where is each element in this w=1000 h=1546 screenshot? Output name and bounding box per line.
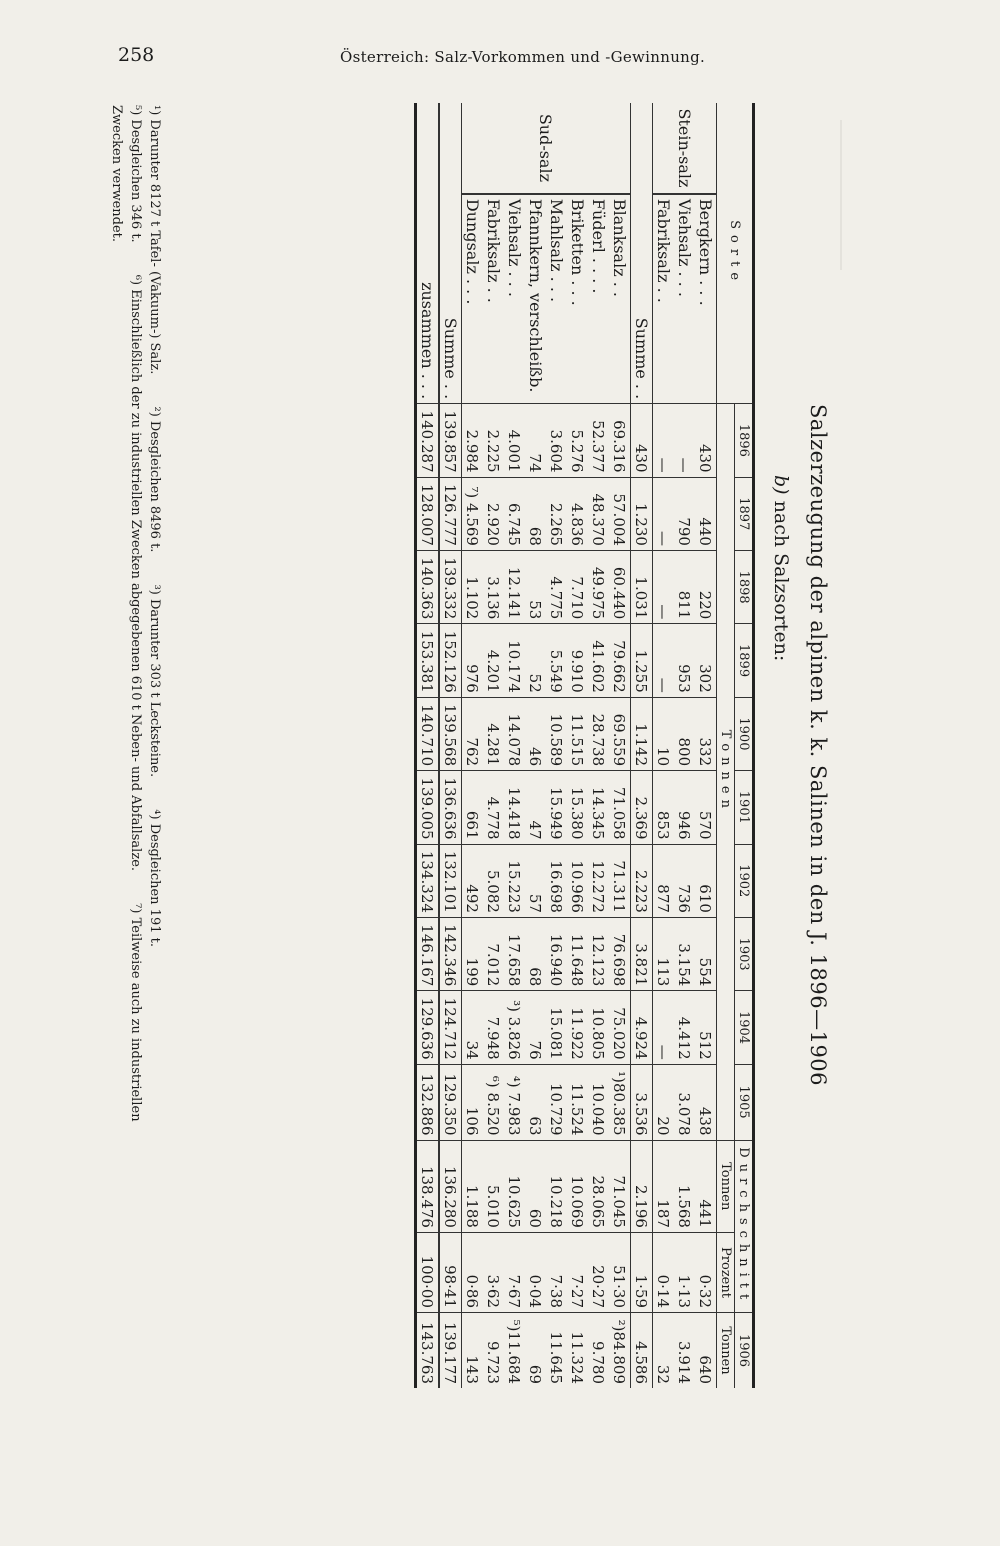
table-cell: 5.082 [483, 844, 504, 917]
table-cell: 976 [462, 624, 484, 697]
footnote-5: ⁵) Desgleichen 346 t. [128, 105, 143, 243]
table-cell: 430 [695, 404, 717, 477]
table-cell: 136.280 [439, 1140, 462, 1232]
header-year-1900: 1900 [735, 697, 754, 770]
table-cell: 554 [695, 917, 717, 990]
table-cell: 16.940 [546, 917, 567, 990]
table-cell: 153.381 [416, 624, 440, 697]
table-cell: 4.412 [674, 991, 695, 1064]
table-cell: 10.805 [588, 991, 609, 1064]
table-cell: 10.218 [546, 1140, 567, 1232]
table-cell: 20·27 [588, 1232, 609, 1312]
table-cell: 9.780 [588, 1313, 609, 1388]
subtitle-text: nach Salzsorten: [770, 500, 792, 662]
table-cell: 146.167 [416, 917, 440, 990]
table-cell: 57 [525, 844, 546, 917]
table-cell: 71.311 [609, 844, 631, 917]
table-cell: 12.141 [504, 550, 525, 623]
table-cell: 98·41 [439, 1232, 462, 1312]
table-cell: — [653, 991, 675, 1064]
table-cell: 76 [525, 991, 546, 1064]
table-cell: 4.924 [631, 991, 653, 1064]
table-cell: 4.281 [483, 697, 504, 770]
table-cell: — [653, 624, 675, 697]
table-cell: ¹)80.385 [609, 1064, 631, 1140]
footnote-4: ⁴) Desgleichen 191 t. [147, 809, 162, 947]
table-cell: 140.710 [416, 697, 440, 770]
footnote-2: ²) Desgleichen 8496 t. [147, 406, 162, 553]
table-cell: 1·59 [631, 1232, 653, 1312]
table-cell: 68 [525, 477, 546, 550]
table-cell: 7.012 [483, 917, 504, 990]
table-cell: 0·32 [695, 1232, 717, 1312]
table-cell: 187 [653, 1140, 675, 1232]
header-year-1903: 1903 [735, 917, 754, 990]
footnotes-line-3 [109, 105, 124, 1375]
header-durchschnitt: Durchschnitt [735, 1140, 754, 1313]
table-cell: 2.920 [483, 477, 504, 550]
table-cell: 4.775 [546, 550, 567, 623]
table-cell: 76.698 [609, 917, 631, 990]
table-cell: 640 [695, 1313, 717, 1388]
row-label: Blanksalz . . [609, 194, 631, 404]
table-cell: 1.031 [631, 550, 653, 623]
table-cell: 15.949 [546, 771, 567, 844]
header-durch-tonnen: Tonnen [717, 1140, 735, 1232]
footnote-7-continued: Zwecken verwendet. [109, 105, 124, 243]
table-cell: 7·67 [504, 1232, 525, 1312]
table-cell: 14.418 [504, 771, 525, 844]
table-cell: 1.142 [631, 697, 653, 770]
header-year-1902: 1902 [735, 844, 754, 917]
row-label: Summe . . [631, 103, 653, 404]
row-label: Bergkern . . . [696, 198, 715, 306]
table-cell: 4.836 [567, 477, 588, 550]
table-cell: 69 [525, 1313, 546, 1388]
table-cell: 15.223 [504, 844, 525, 917]
header-year-1906: 1906 [735, 1313, 754, 1388]
table-cell: 71.045 [609, 1140, 631, 1232]
table-cell: ⁵)11.684 [504, 1313, 525, 1388]
table-cell: 139.177 [439, 1313, 462, 1388]
table-row [653, 103, 675, 1388]
table-title: Salzerzeugung der alpinen k. k. Salinen in den J. 1896—1906 [806, 403, 830, 1087]
table-cell: 124.712 [439, 991, 462, 1064]
footnotes-line-2 [128, 105, 143, 1375]
table-cell: 853 [653, 771, 675, 844]
table-row [588, 103, 609, 1388]
table-cell: 11.524 [567, 1064, 588, 1140]
table-cell: 11.515 [567, 697, 588, 770]
table-cell: 3·62 [483, 1232, 504, 1312]
table-cell: 139.857 [439, 404, 462, 477]
group-steinsalz: Stein-salz [653, 103, 717, 194]
table-cell: 60 [525, 1140, 546, 1232]
table-cell: 49.975 [588, 550, 609, 623]
table-cell: 570 [695, 771, 717, 844]
footnote-6: ⁶) Einschließlich der zu industriellen Zwecken abgegebenen 610 t Neben- und Abfallsalze. [128, 274, 143, 872]
table-cell: 60.440 [609, 550, 631, 623]
table-cell: 1.230 [631, 477, 653, 550]
table-row-zusammen [416, 103, 440, 1388]
table-cell: 800 [674, 697, 695, 770]
table-cell: 138.476 [416, 1140, 440, 1232]
table-cell: 129.350 [439, 1064, 462, 1140]
table-cell: 946 [674, 771, 695, 844]
table-cell: 143.763 [416, 1313, 440, 1388]
row-label: Mahlsalz . . . [547, 198, 566, 303]
header-row-1 [735, 103, 754, 1388]
header-1906-tonnen: Tonnen [717, 1313, 735, 1388]
table-cell: 28.065 [588, 1140, 609, 1232]
table-cell: 4.778 [483, 771, 504, 844]
table-cell: 10.625 [504, 1140, 525, 1232]
table-cell: 52.377 [588, 404, 609, 477]
table-cell: 132.886 [416, 1064, 440, 1140]
table-cell: 441 [695, 1140, 717, 1232]
table-cell: 438 [695, 1064, 717, 1140]
table-cell: 762 [462, 697, 484, 770]
table-cell: 142.346 [439, 917, 462, 990]
page-number: 258 [118, 44, 155, 66]
table-cell: 4.586 [631, 1313, 653, 1388]
table-cell: 69.316 [609, 404, 631, 477]
table-cell: 11.645 [546, 1313, 567, 1388]
table-cell: 3.078 [674, 1064, 695, 1140]
row-label: Pfannkern, verschleißb. [526, 198, 545, 393]
header-year-1896: 1896 [735, 404, 754, 477]
row-label: Fabriksalz . . [654, 198, 673, 303]
table-cell: 811 [674, 550, 695, 623]
table-cell: 128.007 [416, 477, 440, 550]
table-cell: 2.984 [462, 404, 484, 477]
table-cell: 7.710 [567, 550, 588, 623]
table-cell: 139.332 [439, 550, 462, 623]
table-cell: 0·14 [653, 1232, 675, 1312]
row-label: Dungsalz . . . [463, 198, 482, 305]
table-cell: 113 [653, 917, 675, 990]
running-head: Österreich: Salz-Vorkommen und -Gewinnung. [340, 48, 706, 66]
table-row [674, 103, 695, 1388]
table-cell: 28.738 [588, 697, 609, 770]
table-cell: 68 [525, 917, 546, 990]
table-cell: 139.568 [439, 697, 462, 770]
table-cell: 430 [631, 404, 653, 477]
table-cell: 20 [653, 1064, 675, 1140]
table-cell: 15.081 [546, 991, 567, 1064]
table-cell: 332 [695, 697, 717, 770]
table-cell: 512 [695, 991, 717, 1064]
group-sudsalz: Sud-salz [462, 103, 631, 194]
header-year-1898: 1898 [735, 550, 754, 623]
row-label: Summe . . [439, 103, 462, 404]
table-cell: 7.948 [483, 991, 504, 1064]
table-cell: 1.568 [674, 1140, 695, 1232]
table-cell: 492 [462, 844, 484, 917]
table-cell: 100·00 [416, 1232, 440, 1312]
row-label: Viehsalz . . . [505, 198, 524, 297]
table-row [504, 103, 525, 1388]
table-cell: 1.255 [631, 624, 653, 697]
table-cell: ⁴) 7.983 [504, 1064, 525, 1140]
table-cell: 4.001 [504, 404, 525, 477]
table-cell: 11.324 [567, 1313, 588, 1388]
table-cell: 132.101 [439, 844, 462, 917]
table-cell: 10.069 [567, 1140, 588, 1232]
table-cell: 877 [653, 844, 675, 917]
table-cell: 7·27 [567, 1232, 588, 1312]
table-cell: 0·04 [525, 1232, 546, 1312]
table-cell: 2.223 [631, 844, 653, 917]
table-cell: 71.058 [609, 771, 631, 844]
table-cell: — [674, 404, 695, 477]
table-subtitle [770, 475, 792, 661]
table-cell: 220 [695, 550, 717, 623]
row-label: zusammen . . . [416, 103, 440, 404]
table-cell: 16.698 [546, 844, 567, 917]
table-cell: 4.201 [483, 624, 504, 697]
table-cell: 661 [462, 771, 484, 844]
table-cell: 14.078 [504, 697, 525, 770]
header-year-1897: 1897 [735, 477, 754, 550]
table-cell: 140.287 [416, 404, 440, 477]
table-cell: 14.345 [588, 771, 609, 844]
header-tonnen-span: Tonnen [717, 404, 735, 1140]
table-cell: ⁶) 8.520 [483, 1064, 504, 1140]
table-cell: 152.126 [439, 624, 462, 697]
table-cell: 32 [653, 1313, 675, 1388]
table-cell: 34 [462, 991, 484, 1064]
table-cell: 74 [525, 404, 546, 477]
table-cell: 126.777 [439, 477, 462, 550]
table-cell: 139.005 [416, 771, 440, 844]
table-row [695, 103, 717, 1388]
table-cell: 2.369 [631, 771, 653, 844]
row-label: Füderl . . . . [589, 198, 608, 294]
table-cell: 52 [525, 624, 546, 697]
table-cell: 11.648 [567, 917, 588, 990]
bleed-through-text [840, 120, 962, 270]
table-row [546, 103, 567, 1388]
table-cell: 10.040 [588, 1064, 609, 1140]
table-cell: 41.602 [588, 624, 609, 697]
table-cell: 0·86 [462, 1232, 484, 1312]
table-cell: 1.102 [462, 550, 484, 623]
table-cell: 63 [525, 1064, 546, 1140]
table-cell: 9.910 [567, 624, 588, 697]
table-cell: 1·13 [674, 1232, 695, 1312]
table-row [525, 103, 546, 1388]
table-cell: 106 [462, 1064, 484, 1140]
table-cell: 51·30 [609, 1232, 631, 1312]
table-cell: 5.010 [483, 1140, 504, 1232]
table-cell: 134.324 [416, 844, 440, 917]
table-cell: 15.380 [567, 771, 588, 844]
row-label: Fabriksalz . . [484, 198, 503, 303]
footnote-7: ⁷) Teilweise auch zu industriellen [128, 903, 143, 1122]
table-cell: 143 [462, 1313, 484, 1388]
table-cell: 57.004 [609, 477, 631, 550]
table-cell: 2.225 [483, 404, 504, 477]
table-cell: 6.745 [504, 477, 525, 550]
table-row-summe-steinsalz [631, 103, 653, 1388]
table-cell: — [653, 477, 675, 550]
header-durch-prozent: Prozent [717, 1232, 735, 1312]
table-cell: ⁷) 4.569 [462, 477, 484, 550]
row-label: Briketten . . . [568, 198, 587, 306]
row-label: Viehsalz . . . [675, 198, 694, 297]
table-cell: 3.536 [631, 1064, 653, 1140]
header-year-1904: 1904 [735, 991, 754, 1064]
table-row [567, 103, 588, 1388]
table-cell: 610 [695, 844, 717, 917]
table-row [483, 103, 504, 1388]
table-cell: 5.276 [567, 404, 588, 477]
table-cell: 47 [525, 771, 546, 844]
table-cell: 12.272 [588, 844, 609, 917]
salt-production-table [414, 103, 755, 1388]
table-cell: 10.589 [546, 697, 567, 770]
rotated-table-region [90, 95, 850, 1395]
footnote-1: ¹) Darunter 8127 t Tafel- (Vakuum-) Salz. [147, 105, 162, 375]
table-cell: 17.658 [504, 917, 525, 990]
table-body [416, 103, 717, 1388]
table-cell: 3.154 [674, 917, 695, 990]
table-row-summe-sudsalz [439, 103, 462, 1388]
table-row [462, 103, 484, 1388]
table-cell: 199 [462, 917, 484, 990]
footnotes-line-1 [147, 105, 162, 1375]
table-cell: 46 [525, 697, 546, 770]
table-cell: 736 [674, 844, 695, 917]
table-cell: 3.136 [483, 550, 504, 623]
table-cell: 2.196 [631, 1140, 653, 1232]
table-cell: 2.265 [546, 477, 567, 550]
table-cell: ²)84.809 [609, 1313, 631, 1388]
table-cell: 10.966 [567, 844, 588, 917]
table-cell: 79.662 [609, 624, 631, 697]
table-cell: 12.123 [588, 917, 609, 990]
table-cell: 3.604 [546, 404, 567, 477]
table-cell: 10.174 [504, 624, 525, 697]
header-year-1901: 1901 [735, 771, 754, 844]
table-row [609, 103, 631, 1388]
subtitle-letter: b) [770, 475, 792, 495]
table-cell: 10 [653, 697, 675, 770]
table-cell: 9.723 [483, 1313, 504, 1388]
table-cell: — [653, 550, 675, 623]
table-cell: 129.636 [416, 991, 440, 1064]
table-cell: 790 [674, 477, 695, 550]
table-cell: 140.363 [416, 550, 440, 623]
table-cell: 953 [674, 624, 695, 697]
header-year-1905: 1905 [735, 1064, 754, 1140]
table-cell: 11.922 [567, 991, 588, 1064]
table-cell: 3.914 [674, 1313, 695, 1388]
header-year-1899: 1899 [735, 624, 754, 697]
table-cell: 10.729 [546, 1064, 567, 1140]
footnote-3: ³) Darunter 303 t Lecksteine. [147, 584, 162, 778]
header-sorte: Sorte [717, 103, 754, 404]
table-cell: 7·38 [546, 1232, 567, 1312]
table-cell: 1.188 [462, 1140, 484, 1232]
table-cell: 440 [695, 477, 717, 550]
table-cell: — [653, 404, 675, 477]
table-cell: 3.821 [631, 917, 653, 990]
table-cell: 302 [695, 624, 717, 697]
table-cell: 53 [525, 550, 546, 623]
table-cell: 69.559 [609, 697, 631, 770]
table-cell: 136.636 [439, 771, 462, 844]
table-cell: ³) 3.826 [504, 991, 525, 1064]
table-cell: 5.549 [546, 624, 567, 697]
table-cell: 75.020 [609, 991, 631, 1064]
table-cell: 48.370 [588, 477, 609, 550]
